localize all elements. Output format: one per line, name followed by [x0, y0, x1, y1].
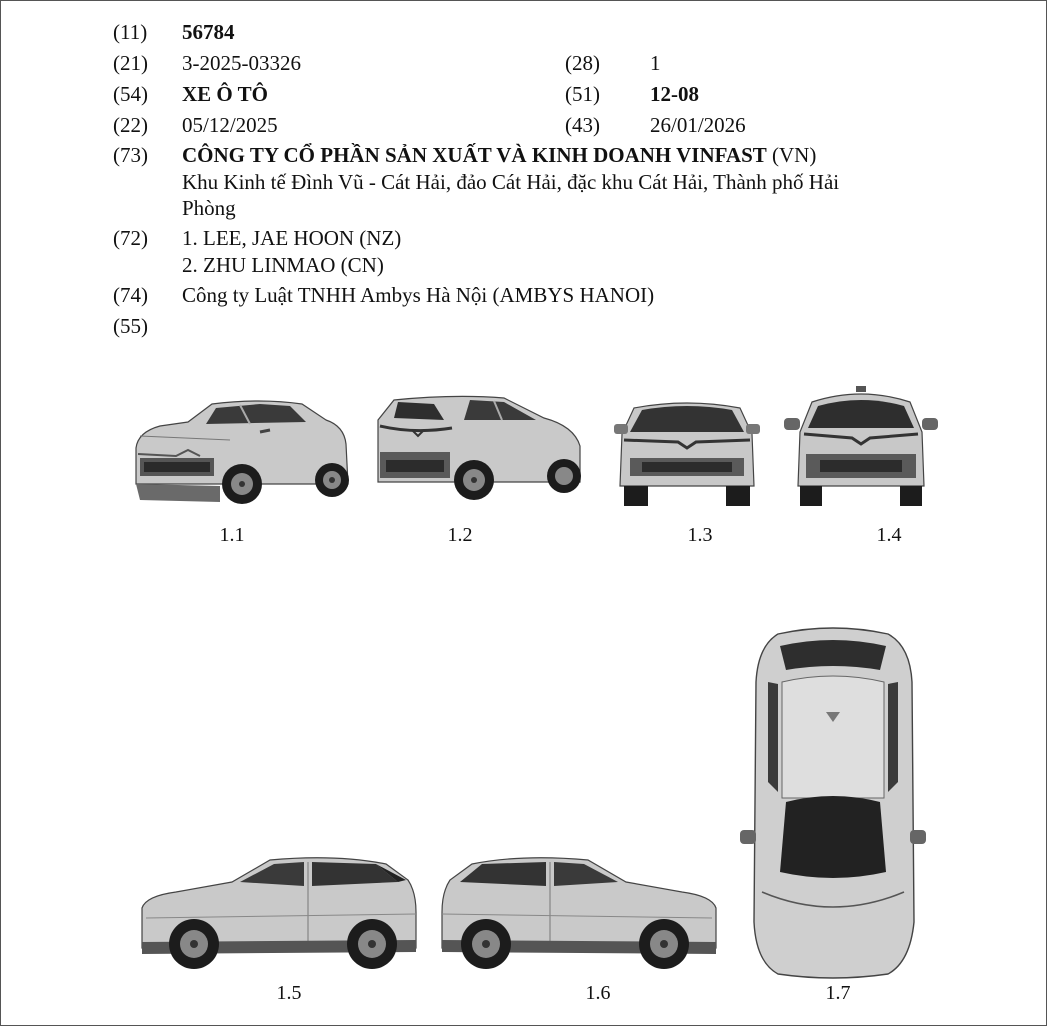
figure-caption-1-6: 1.6 [585, 982, 611, 1004]
figure-1-1-car-front-three-quarter [130, 392, 355, 510]
design-title: XE Ô TÔ [182, 82, 268, 106]
field-28-code: (28) [565, 51, 600, 75]
owner-address-line1: Khu Kinh tế Đình Vũ - Cát Hải, đảo Cát Hải, đặc khu Cát Hải, Thành phố Hải [182, 170, 840, 194]
figure-caption-1-5: 1.5 [276, 982, 302, 1004]
inventor-1: 1. LEE, JAE HOON (NZ) [182, 226, 402, 250]
filing-date: 05/12/2025 [182, 113, 278, 137]
publication-date: 26/01/2026 [650, 113, 746, 137]
figure-1-6-car-right-side-view [440, 852, 722, 974]
field-11-code: (11) [113, 20, 148, 44]
field-73-code: (73) [113, 143, 148, 167]
locarno-class: 12-08 [650, 82, 699, 106]
number-of-designs: 1 [650, 51, 661, 75]
inventor-2: 2. ZHU LINMAO (CN) [182, 253, 384, 277]
figure-caption-1-4: 1.4 [876, 524, 902, 546]
owner-name: CÔNG TY CỔ PHẦN SẢN XUẤT VÀ KINH DOANH VINFAST [182, 143, 767, 167]
owner-line [182, 143, 816, 167]
registration-number: 56784 [182, 20, 235, 44]
field-55-code: (55) [113, 314, 148, 338]
field-43-code: (43) [565, 113, 600, 137]
figure-1-3-car-front-view [612, 390, 762, 510]
figure-caption-1-7: 1.7 [825, 982, 851, 1004]
field-51-code: (51) [565, 82, 600, 106]
agent-name: Công ty Luật TNHH Ambys Hà Nội (AMBYS HANOI) [182, 283, 655, 307]
figure-1-2-car-rear-three-quarter [374, 390, 586, 508]
field-54-code: (54) [113, 82, 148, 106]
figure-caption-1-3: 1.3 [687, 524, 713, 546]
figure-1-5-car-left-side-view [136, 852, 421, 974]
field-74-code: (74) [113, 283, 148, 307]
field-22-code: (22) [113, 113, 148, 137]
application-number: 3-2025-03326 [182, 51, 301, 75]
figure-caption-1-2: 1.2 [447, 524, 473, 546]
field-72-code: (72) [113, 226, 148, 250]
field-21-code: (21) [113, 51, 148, 75]
figure-caption-1-1: 1.1 [219, 524, 245, 546]
owner-address-line2: Phòng [182, 196, 236, 220]
figure-1-4-car-rear-view [782, 384, 940, 510]
owner-country: (VN) [772, 143, 817, 167]
figure-1-7-car-top-view [738, 622, 928, 982]
